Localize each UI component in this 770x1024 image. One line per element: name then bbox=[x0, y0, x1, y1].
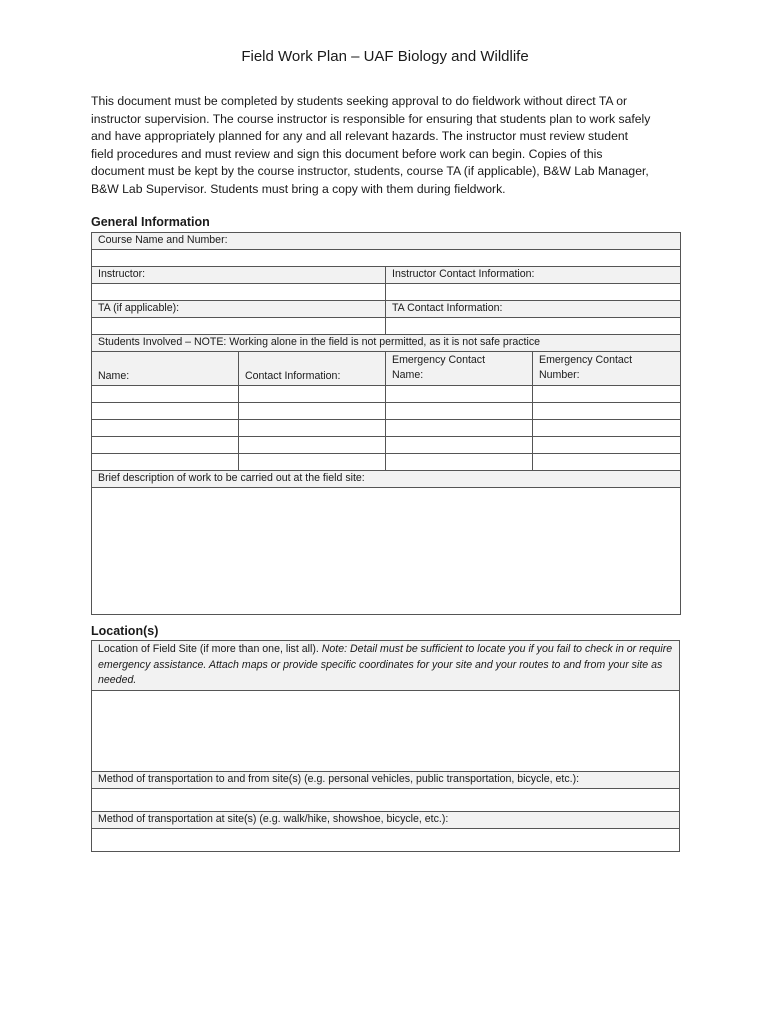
emergency-number-cell[interactable] bbox=[533, 403, 681, 420]
course-name-label: Course Name and Number: bbox=[92, 233, 681, 250]
locations-heading: Location(s) bbox=[91, 624, 159, 638]
intro-paragraph bbox=[91, 93, 691, 199]
field-site-note: Note: Detail must be sufficient to locate you if you fail to check in or require emergency assistance. Attach maps or provide specific coordinates for your site and your routes to and from your site as needed. bbox=[98, 643, 673, 686]
student-contact-header: Contact Information: bbox=[239, 352, 386, 386]
student-name-cell[interactable] bbox=[92, 437, 239, 454]
intro-line: field procedures and must review and sign this document before work can begin. Copies of this bbox=[91, 146, 603, 161]
ta-label: TA (if applicable): bbox=[92, 301, 386, 318]
intro-line: document must be kept by the course instructor, students, course TA (if applicable), B&W Lab Manager, bbox=[91, 164, 649, 179]
emergency-contact-name-line: Name: bbox=[392, 369, 424, 381]
work-description-field[interactable] bbox=[92, 488, 681, 615]
instructor-contact-field[interactable] bbox=[386, 284, 681, 301]
field-site-label bbox=[92, 641, 680, 691]
student-contact-cell[interactable] bbox=[239, 386, 386, 403]
ta-contact-field[interactable] bbox=[386, 318, 681, 335]
emergency-number-cell[interactable] bbox=[533, 454, 681, 471]
emergency-name-cell[interactable] bbox=[386, 403, 533, 420]
instructor-field[interactable] bbox=[92, 284, 386, 301]
student-name-header: Name: bbox=[92, 352, 239, 386]
intro-line: instructor supervision. The course instructor is responsible for ensuring that students plan to work safely bbox=[91, 111, 651, 126]
student-contact-cell[interactable] bbox=[239, 454, 386, 471]
transport-at-label: Method of transportation at site(s) (e.g. walk/hike, showshoe, bicycle, etc.): bbox=[92, 811, 680, 828]
students-involved-label: Students Involved – NOTE: Working alone in the field is not permitted, as it is not safe practice bbox=[92, 335, 681, 352]
student-name-cell[interactable] bbox=[92, 420, 239, 437]
locations-table bbox=[91, 640, 680, 852]
field-site-label-text: Location of Field Site (if more than one, list all). bbox=[98, 643, 319, 655]
student-contact-cell[interactable] bbox=[239, 420, 386, 437]
emergency-contact-number-line: Number: bbox=[539, 369, 580, 381]
student-row bbox=[92, 386, 681, 403]
instructor-contact-label: Instructor Contact Information: bbox=[386, 267, 681, 284]
ta-contact-label: TA Contact Information: bbox=[386, 301, 681, 318]
general-information-heading: General Information bbox=[91, 215, 210, 229]
ta-field[interactable] bbox=[92, 318, 386, 335]
transport-to-field[interactable] bbox=[92, 788, 680, 811]
intro-line: B&W Lab Supervisor. Students must bring a copy with them during fieldwork. bbox=[91, 181, 506, 196]
course-name-field[interactable] bbox=[92, 250, 681, 267]
emergency-contact-name-line: Emergency Contact bbox=[392, 354, 486, 366]
emergency-number-cell[interactable] bbox=[533, 420, 681, 437]
student-contact-cell[interactable] bbox=[239, 403, 386, 420]
student-name-cell[interactable] bbox=[92, 454, 239, 471]
emergency-contact-number-line: Emergency Contact bbox=[539, 354, 633, 366]
emergency-name-cell[interactable] bbox=[386, 437, 533, 454]
emergency-name-cell[interactable] bbox=[386, 386, 533, 403]
work-description-label: Brief description of work to be carried out at the field site: bbox=[92, 471, 681, 488]
emergency-name-cell[interactable] bbox=[386, 420, 533, 437]
transport-at-field[interactable] bbox=[92, 828, 680, 851]
student-name-cell[interactable] bbox=[92, 403, 239, 420]
student-row bbox=[92, 454, 681, 471]
transport-to-label: Method of transportation to and from site(s) (e.g. personal vehicles, public transportation, bicycle, etc.): bbox=[92, 771, 680, 788]
student-row bbox=[92, 437, 681, 454]
student-name-cell[interactable] bbox=[92, 386, 239, 403]
emergency-contact-name-header bbox=[386, 352, 533, 386]
student-row bbox=[92, 420, 681, 437]
field-site-field[interactable] bbox=[92, 690, 680, 771]
document-title: Field Work Plan – UAF Biology and Wildlife bbox=[241, 48, 529, 65]
general-information-table bbox=[91, 232, 681, 615]
instructor-label: Instructor: bbox=[92, 267, 386, 284]
emergency-number-cell[interactable] bbox=[533, 437, 681, 454]
intro-line: and have appropriately planned for any and all relevant hazards. The instructor must review student bbox=[91, 129, 629, 144]
emergency-name-cell[interactable] bbox=[386, 454, 533, 471]
emergency-number-cell[interactable] bbox=[533, 386, 681, 403]
emergency-contact-number-header bbox=[533, 352, 681, 386]
student-row bbox=[92, 403, 681, 420]
intro-line: This document must be completed by students seeking approval to do fieldwork without direct TA or bbox=[91, 94, 628, 108]
student-contact-cell[interactable] bbox=[239, 437, 386, 454]
